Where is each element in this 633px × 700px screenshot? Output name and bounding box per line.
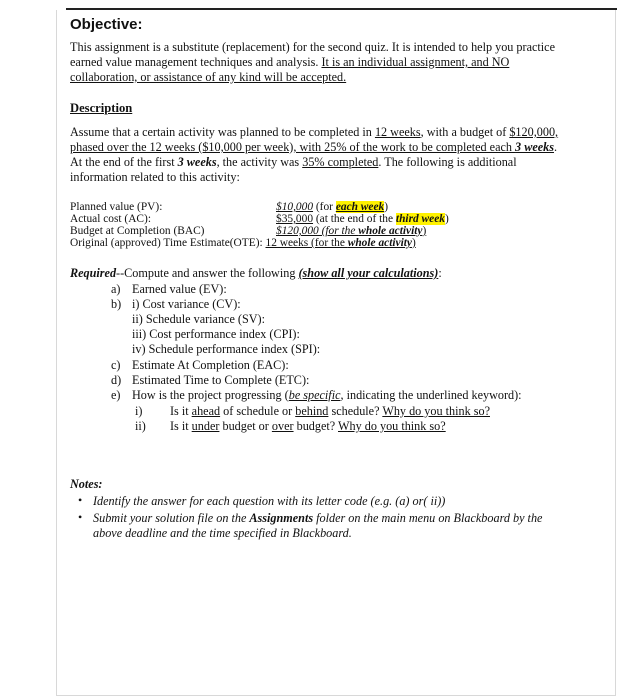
d2c: . [553, 140, 558, 154]
objective-line-1: This assignment is a substitute (replacement) for the second quiz. It is intended to help you practice [70, 40, 555, 54]
n2c: folder on the main menu on Blackboard by the [313, 511, 543, 525]
item-e-letter: e) [111, 388, 121, 402]
d1c: , with a budget of [420, 125, 510, 139]
bac3: ) [422, 225, 427, 237]
pv2: (for [313, 201, 336, 213]
description-heading: Description [70, 101, 133, 115]
item-b-1: i) Cost variance (CV): [132, 297, 241, 311]
d3d: 35% completed [302, 155, 379, 169]
notes-heading: Notes: [70, 477, 103, 491]
bottom-rule [56, 695, 615, 696]
notes-bullet-2: • [78, 510, 83, 524]
pv1: $10,000 [276, 201, 314, 213]
d2b: 3 weeks [515, 140, 554, 154]
eii2: under [191, 419, 220, 433]
bac1: $120,000 (for the [276, 225, 359, 237]
eii5: budget? [293, 419, 339, 433]
item-c-letter: c) [111, 358, 121, 372]
top-rule [66, 8, 617, 10]
objective-line-3: collaboration, or assistance of any kind will be accepted. [70, 70, 347, 84]
ei5: schedule? [328, 404, 383, 418]
ei3: of schedule or [220, 404, 296, 418]
d3b: 3 weeks [177, 155, 217, 169]
n2a: Submit your solution file on the [93, 511, 250, 525]
item-e-ii-text [170, 419, 446, 433]
pv-label: Planned value (PV): [70, 201, 163, 213]
notes-line-1: Identify the answer for each question with its letter code (e.g. (a) or( ii)) [93, 494, 446, 508]
item-b-3: iii) Cost performance index (CPI): [132, 327, 300, 341]
req-d: : [438, 266, 442, 280]
item-e-ii-num: ii) [135, 419, 146, 433]
ote-label: Original (approved) Time Estimate(OTE): [70, 237, 266, 249]
notes-line-3: above deadline and the time specified in Blackboard. [93, 526, 352, 540]
req-c: (show all your calculations) [298, 266, 439, 280]
item-b-4: iv) Schedule performance index (SPI): [132, 342, 321, 356]
d3e: . The following is additional [378, 155, 517, 169]
ac-label: Actual cost (AC): [70, 213, 151, 225]
d3a: At the end of the first [70, 155, 178, 169]
pv3: each week [335, 201, 385, 213]
description-line-1 [70, 125, 558, 139]
item-e-text [132, 388, 522, 402]
notes-line-2 [93, 511, 542, 525]
item-d-letter: d) [111, 373, 122, 387]
ei6: Why do you think so? [382, 404, 490, 418]
item-a-letter: a) [111, 282, 121, 296]
item-b-letter: b) [111, 297, 122, 311]
ei2: ahead [191, 404, 221, 418]
d3c: , the activity was [216, 155, 303, 169]
d2a: phased over the 12 weeks ($10,000 per week), with 25% of the work to be completed each [70, 140, 516, 154]
ote2: whole activity [347, 237, 412, 249]
required-lead [70, 266, 442, 280]
description-line-4: information related to this activity: [70, 170, 240, 184]
description-line-2 [70, 140, 557, 154]
item-c-text: Estimate At Completion (EAC): [132, 358, 289, 372]
pv4: ) [384, 201, 389, 213]
objective-heading: Objective: [70, 16, 143, 33]
description-line-3 [70, 155, 517, 169]
ote1: 12 weeks (for the [265, 237, 348, 249]
ei1: Is it [170, 404, 192, 418]
n2b: Assignments [249, 511, 314, 525]
eii4: over [271, 419, 294, 433]
req-a: Required [70, 266, 117, 280]
ote-line [70, 236, 416, 250]
item-a-text: Earned value (EV): [132, 282, 227, 296]
e2: be specific [288, 388, 341, 402]
ac3: third week [395, 213, 445, 225]
ac4: ) [444, 213, 449, 225]
eii6: Why do you think so? [338, 419, 446, 433]
item-e-i-text [170, 404, 490, 418]
objective-line-2a: earned value management techniques and analysis. [70, 55, 322, 69]
ote3: ) [411, 237, 416, 249]
notes-bullet-1: • [78, 493, 83, 507]
item-b-2: ii) Schedule variance (SV): [132, 312, 265, 326]
e3: , indicating the underlined keyword): [340, 388, 522, 402]
ac1: $35,000 [276, 213, 314, 225]
objective-line-2 [70, 55, 509, 69]
item-d-text: Estimated Time to Complete (ETC): [132, 373, 310, 387]
d1a: Assume that a certain activity was planned to be completed in [70, 125, 375, 139]
req-b: --Compute and answer the following [116, 266, 299, 280]
d1d: $120,000, [509, 125, 559, 139]
eii3: budget or [219, 419, 272, 433]
ei4: behind [295, 404, 329, 418]
item-e-i-num: i) [135, 404, 143, 418]
bac-label: Budget at Completion (BAC) [70, 225, 205, 237]
e1: How is the project progressing ( [132, 388, 289, 402]
ac2: (at the end of the [313, 213, 396, 225]
objective-line-2b: It is an individual assignment, and NO [321, 55, 510, 69]
d1b: 12 weeks [374, 125, 421, 139]
eii1: Is it [170, 419, 192, 433]
bac2: whole activity [358, 225, 423, 237]
